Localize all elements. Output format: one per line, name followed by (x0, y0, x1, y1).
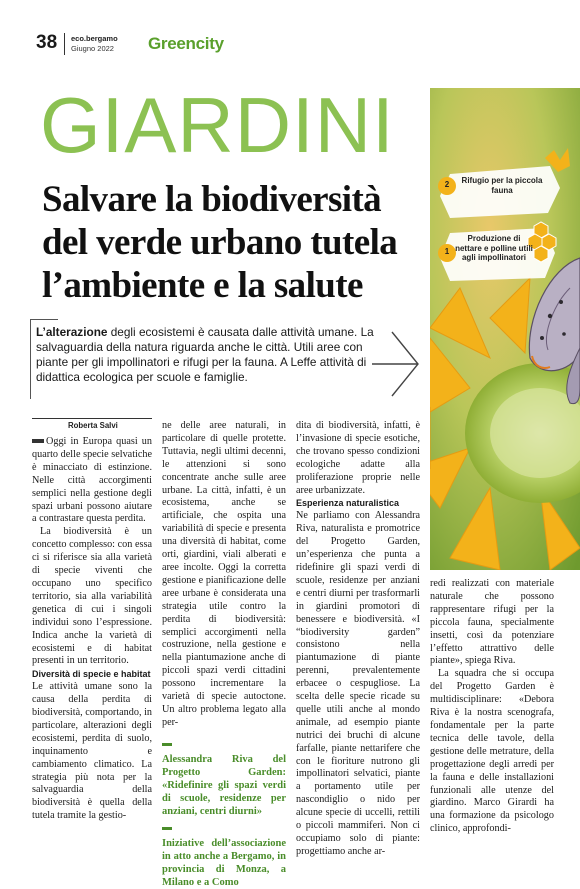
header-divider (64, 33, 65, 55)
intro-rule-left (30, 319, 31, 399)
subheading: Diversità di specie e habitat (32, 669, 151, 680)
infographic-number-2: 2 (444, 180, 450, 189)
quote-marker (162, 827, 172, 830)
byline-rule (32, 418, 152, 419)
pull-quote-2 (162, 824, 286, 889)
paragraph: dita di biodiversità, infatti, è l’invasione di specie esotiche, che trovano spesso condizioni ecologiche adatte alla proliferazione proprie nelle aree urbanizzate. (296, 420, 420, 496)
byline: Roberta Salvi (68, 421, 118, 430)
photo-illustration (430, 88, 580, 570)
article-column-2 (162, 420, 286, 889)
pull-quote (162, 740, 286, 818)
rubric-green: Green (148, 34, 196, 53)
intro-text (36, 325, 376, 385)
paragraph: Oggi in Europa quasi un quarto delle specie selvatiche è minacciato di estinzione. Nelle città accorgimenti semplici nella gestione degli spazi urbani possono aiutare a contrastare questa perdita. (32, 436, 152, 525)
paragraph: La squadra che si occupa del Progetto Garden è multidisciplinare: «Debora Riva è la nostra scenografa, fondamentale per la parte tecnica delle tavole, della gestione delle metrature, della progettazione degli arredi per la fauna e delle installazioni funzionali alle utenze del giardino. Marco Girardi ha una formazione da psicologo clinico, approfondi- (430, 668, 554, 835)
article-column-3 (296, 420, 420, 859)
rubric (148, 34, 224, 54)
headline: Salvare la biodiversità del verde urbano tutela l’ambiente e la salute (42, 179, 398, 306)
section-title: GIARDINI (40, 81, 395, 169)
intro-rule-top (30, 319, 58, 320)
arrow-right-icon (368, 328, 422, 400)
infographic-label-1: Produzione di nettare e polline utili agli impollinatori (455, 234, 533, 262)
article-column-4 (430, 578, 554, 836)
rubric-city: city (195, 34, 224, 53)
publication-info (71, 34, 118, 54)
intro-lead: L’alterazione (36, 325, 108, 339)
butterfly-photo (430, 88, 580, 570)
publication-name: eco.bergamo (71, 34, 118, 43)
paragraph: redi realizzati con materiale naturale che possono rappresentare rifugi per la piccola fauna, specialmente insetti, così da potenziare l’effetto attrattivo delle piante», spiega Riva. (430, 578, 554, 667)
quote-marker (162, 743, 172, 746)
paragraph: Le attività umane sono la causa della perdita di biodiversità, comportando, in particolare, alterazioni degli ecosistemi, perdita di suolo, inquinamento e cambiamento climatico. La strategia più nota per la salvaguardia della biodiversità è quella della tutela tramite la gestio- (32, 681, 152, 822)
article-column-1 (32, 436, 152, 823)
subheading: Esperienza naturalistica (296, 498, 400, 509)
paragraph-marker (32, 439, 44, 443)
page-number: 38 (36, 32, 58, 53)
paragraph: ne delle aree naturali, in particolare di quelle protette. Tuttavia, negli ultimi decenni, le attenzioni si sono concentrate anche sulle aree urbane. La città, infatti, è un ecosistema, anche se artificiale, che ospita una variabilità di specie e presenta una diversità di habitat, come orti, giardini, viali alberati e aree incolte. Oggi la corretta gestione e pianificazione delle aree urbane è considerata una strategia utile contro la perdita di biodiversità: semplici accorgimenti nella costruzione, nella gestione e nella piantumazione anche di piccoli spazi verdi cittadini possono incrementare la varietà di specie autoctone. Un altro problema legato alla per- (162, 420, 286, 728)
paragraph: La biodiversità è un concetto complesso: con essa ci si riferisce sia alla varietà di specie viventi che occupano uno specifico territorio, sia alla variabilità genetica di cui i singoli individui sono l’espressione. Indica anche la varietà di ecosistemi e di habitat presenti in un territorio. (32, 526, 152, 667)
pull-quote-text: Alessandra Riva del Progetto Garden: «Ridefinire gli spazi verdi di scuole, residenze per anziani, centri diurni» (162, 753, 286, 817)
infographic-number-1: 1 (444, 247, 450, 256)
intro-body: degli ecosistemi è causata dalle attività umane. La salvaguardia della natura riguarda anche le città. Utili aree con piante per gli impollinatori e rifugi per la fauna. A Leffe attività di didattica ecologica per scuole e famiglie. (36, 325, 374, 384)
paragraph: Ne parliamo con Alessandra Riva, naturalista e promotrice del Progetto Garden, un’esperienza che punta a ridefinire gli spazi verdi di scuole, residenze per anziani e centri diurni per trasformarli in giardini promotori di benessere e biodiversità. «I “biodiversity garden” consistono nella piantumazione di piante perenni, prevalentemente erbacee o cespugliose. La scelta delle specie ricade su quelle utili anche al mondo animale, ad esempio piante nutrici dei bruchi di alcune farfalle, piante nettarifere che con le fioriture nutrono gli impollinatori selvatici, piante a portamento utile per nascondiglio o nido per alcune specie di uccelli, rettili o piccoli mammiferi. Non ci occupiamo solo di piante: progettiamo anche ar- (296, 510, 420, 857)
infographic-label-2: Rifugio per la piccola fauna (461, 176, 543, 195)
pull-quote-2-text: Iniziative dell’associazione in atto anche a Bergamo, in provincia di Monza, a Milano e a Como (162, 837, 286, 888)
publication-date: Giugno 2022 (71, 44, 114, 53)
